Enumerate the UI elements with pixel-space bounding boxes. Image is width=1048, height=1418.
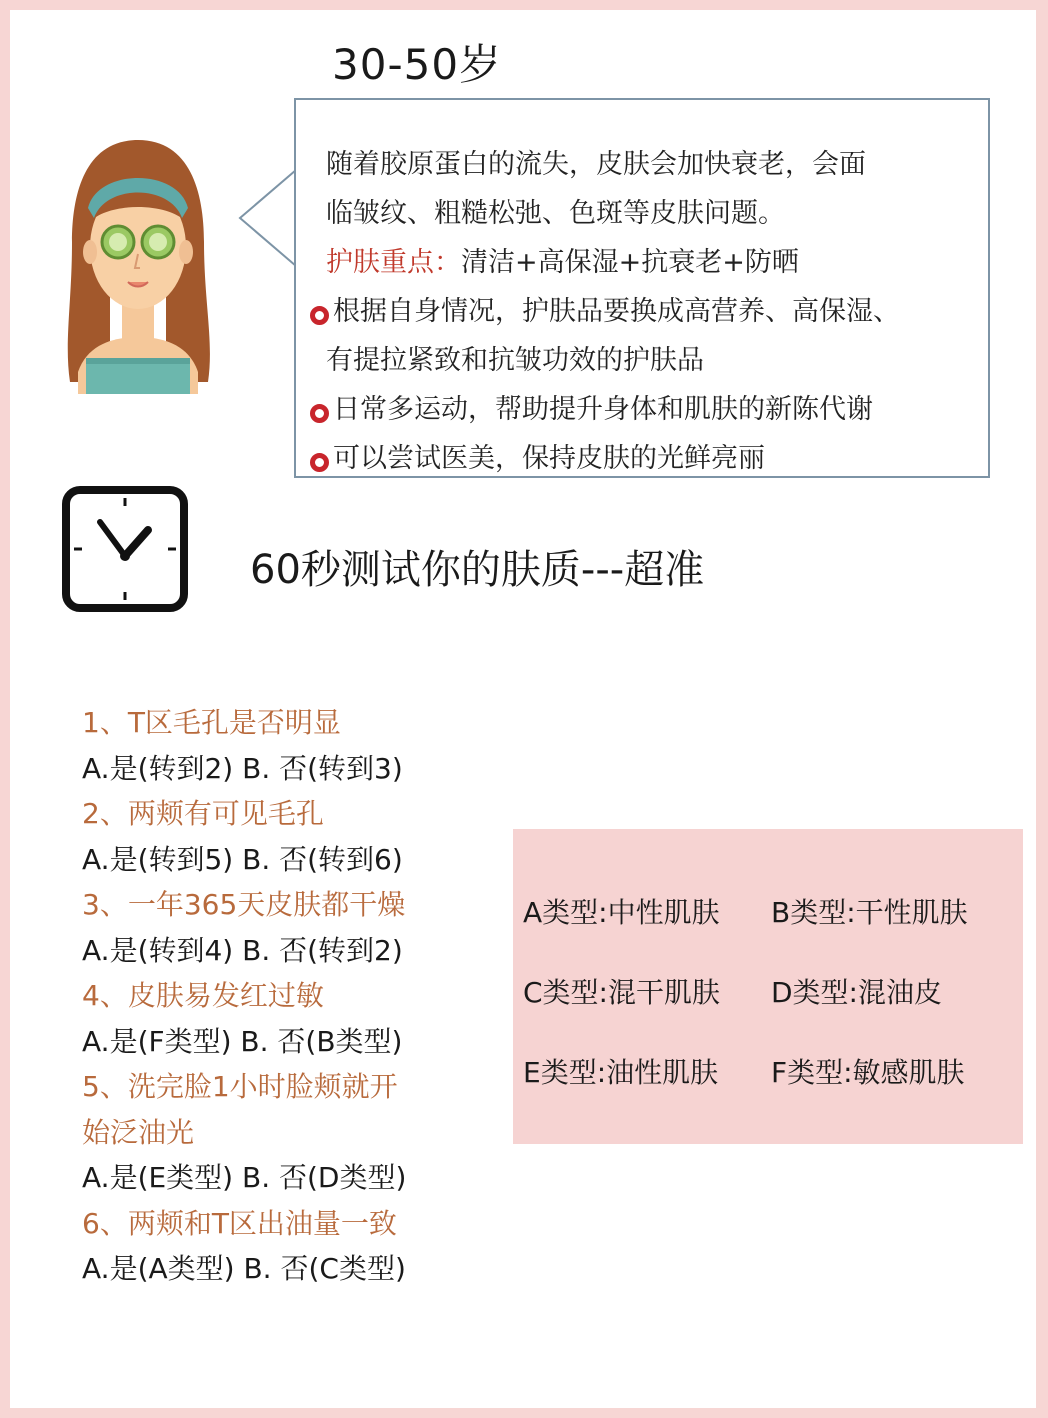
speech-bubble-tail xyxy=(238,170,298,270)
answer: A.是(A类型) B. 否(C类型) xyxy=(82,1252,406,1285)
tip-line-continued: 有提拉紧致和抗皱功效的护肤品 xyxy=(326,345,704,376)
focus-line xyxy=(326,238,976,287)
question: 6、两颊和T区出油量一致 xyxy=(82,1206,397,1240)
woman-cucumber-mask-illustration xyxy=(58,132,218,400)
circle-bullet-icon xyxy=(310,306,329,325)
description-line: 临皱纹、粗糙松弛、色斑等皮肤问题。 xyxy=(326,198,785,229)
question: 3、一年365天皮肤都干燥 xyxy=(82,888,406,921)
skin-types-panel xyxy=(513,829,1023,1144)
age-title: 30-50岁 xyxy=(332,40,503,89)
tip-text: 日常多运动，帮助提升身体和肌肤的新陈代谢 xyxy=(333,394,873,425)
skin-type-item: E类型:油性肌肤 xyxy=(523,1056,719,1089)
test-title: 60秒测试你的肤质---超准 xyxy=(250,547,705,593)
focus-text: 清洁+高保湿+抗衰老+防晒 xyxy=(461,247,799,278)
answer: A.是(转到4) B. 否(转到2) xyxy=(82,933,403,967)
tip-line xyxy=(310,385,976,434)
skin-type-item: A类型:中性肌肤 xyxy=(523,896,720,929)
advice-bubble xyxy=(294,98,990,478)
answer: A.是(转到5) B. 否(转到6) xyxy=(82,842,403,876)
question: 2、两颊有可见毛孔 xyxy=(82,797,324,830)
skin-type-item: C类型:混干肌肤 xyxy=(523,976,720,1009)
skin-types-grid xyxy=(523,891,1023,1091)
answer: A.是(E类型) B. 否(D类型) xyxy=(82,1161,407,1194)
description-line: 随着胶原蛋白的流失，皮肤会加快衰老，会面 xyxy=(326,149,866,180)
question-continued: 始泛油光 xyxy=(82,1115,195,1149)
skin-type-item: D类型:混油皮 xyxy=(771,976,942,1009)
answer: A.是(F类型) B. 否(B类型) xyxy=(82,1024,403,1058)
circle-bullet-icon xyxy=(310,453,329,472)
question: 4、皮肤易发红过敏 xyxy=(82,979,324,1012)
answer: A.是(转到2) B. 否(转到3) xyxy=(82,751,403,785)
clock-icon xyxy=(62,486,188,612)
tip-text: 根据自身情况，护肤品要换成高营养、高保湿、 xyxy=(333,296,900,327)
question: 5、洗完脸1小时脸颊就开 xyxy=(82,1070,398,1103)
focus-label: 护肤重点： xyxy=(326,247,461,278)
advice-text xyxy=(326,140,976,483)
question: 1、T区毛孔是否明显 xyxy=(82,706,341,739)
skin-type-item: F类型:敏感肌肤 xyxy=(771,1056,965,1089)
quiz-list xyxy=(82,700,522,1292)
page xyxy=(10,10,1036,1408)
circle-bullet-icon xyxy=(310,404,329,423)
skin-type-item: B类型:干性肌肤 xyxy=(771,896,968,929)
tip-text: 可以尝试医美，保持皮肤的光鲜亮丽 xyxy=(333,443,765,474)
tip-line xyxy=(310,434,976,483)
tip-line xyxy=(310,287,976,336)
